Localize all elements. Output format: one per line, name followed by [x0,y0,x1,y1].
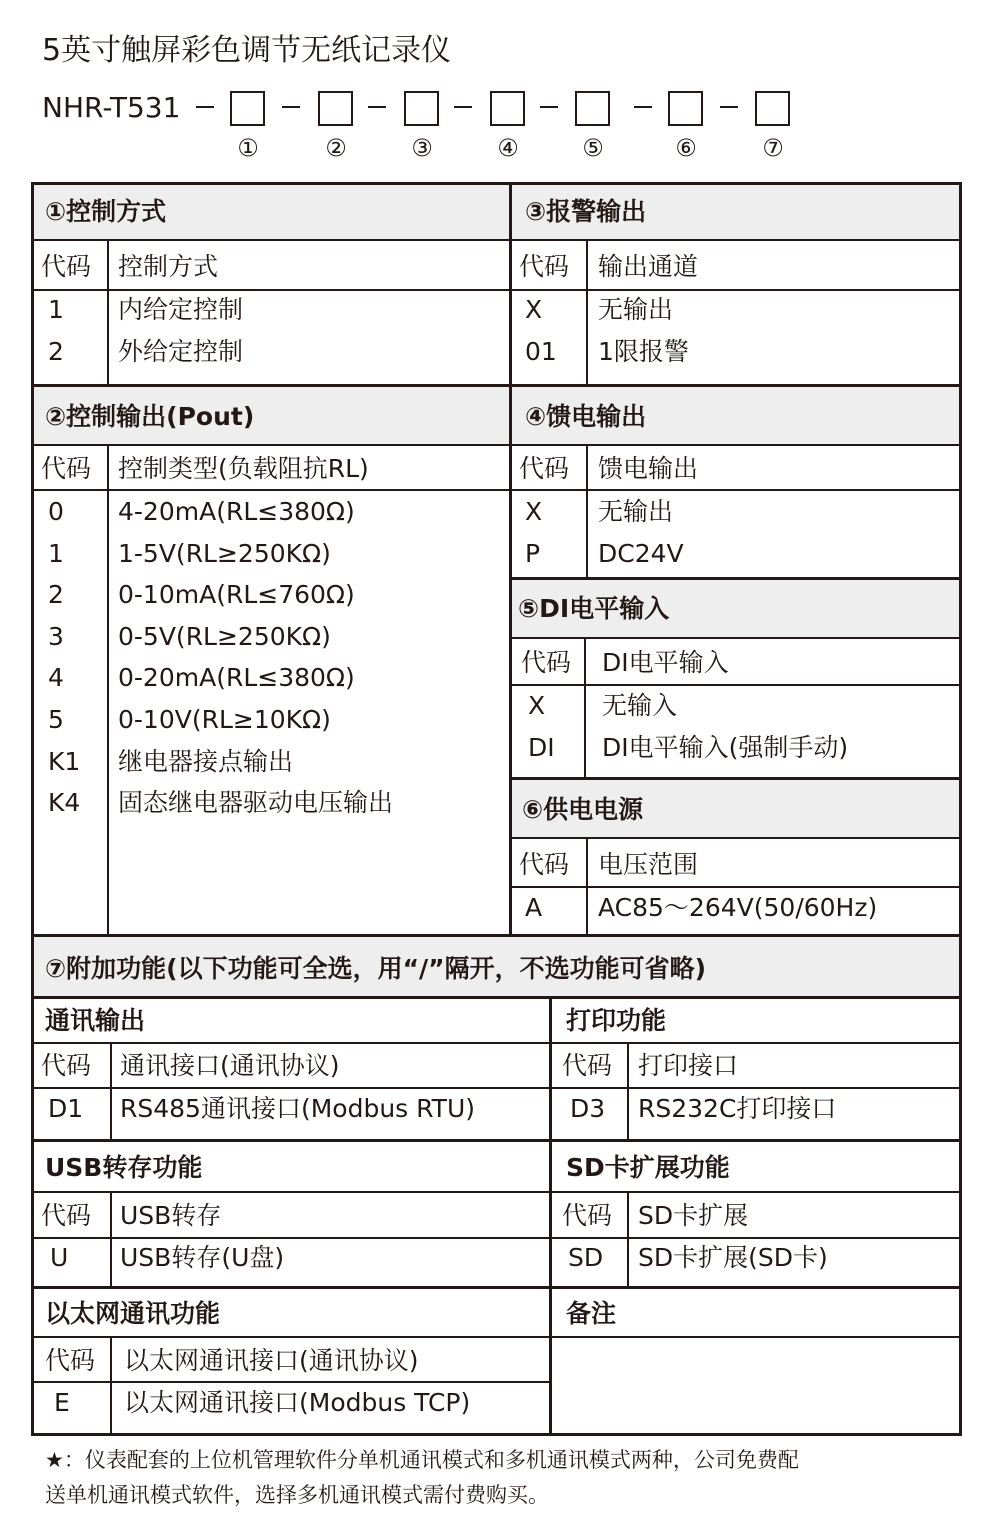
print-function-title: 打印功能 [566,1006,667,1035]
code-box-3 [404,91,439,126]
section-alarm-output-title: ③报警输出 [525,197,647,226]
model-prefix: NHR-T531 [42,91,181,124]
code-cell: K4 [48,788,81,817]
desc-cell: 1-5V(RL≥250KΩ) [118,539,331,568]
section-additional-functions-title: ⑦附加功能(以下功能可全选，用“/”隔开，不选功能可省略) [45,954,707,983]
code-box-6 [668,91,703,126]
code-cell: X [525,497,543,526]
column-header: 控制类型(负载阻抗RL) [118,454,369,483]
code-cell: D1 [48,1094,84,1123]
column-header: 通讯接口(通讯协议) [120,1051,340,1080]
section-control-output-title: ②控制输出(Pout) [45,402,255,431]
column-header-code: 代码 [519,252,570,281]
code-cell: X [528,691,546,720]
sd-function-title: SD卡扩展功能 [566,1153,730,1182]
desc-cell: 0-10V(RL≥10KΩ) [118,705,331,734]
code-cell: 2 [48,337,64,366]
code-box-1 [230,91,265,126]
position-label: ⑤ [582,134,604,162]
code-cell: 01 [525,337,557,366]
desc-cell: 无输入 [602,691,678,720]
code-cell: DI [528,733,555,762]
desc-cell: 外给定控制 [118,337,244,366]
desc-cell: 0-10mA(RL≤760Ω) [118,580,355,609]
column-header: SD卡扩展 [638,1201,749,1230]
column-header-code: 代码 [519,454,570,483]
position-label: ⑥ [675,134,697,162]
column-header-code: 代码 [41,1201,92,1230]
desc-cell: 固态继电器驱动电压输出 [118,788,394,817]
desc-cell: 以太网通讯接口(Modbus TCP) [124,1388,471,1417]
column-header: 控制方式 [118,252,219,281]
page-title: 5英寸触屏彩色调节无纸记录仪 [42,33,452,68]
remarks-title: 备注 [566,1299,617,1328]
position-label: ② [325,134,347,162]
code-cell: 4 [48,663,64,692]
code-box-7 [755,91,790,126]
desc-cell: SD卡扩展(SD卡) [638,1243,828,1272]
column-header: 电压范围 [598,850,699,879]
code-cell: K1 [48,747,81,776]
code-cell: P [525,539,541,568]
column-header-code: 代码 [41,454,92,483]
code-box-5 [575,91,610,126]
desc-cell: 继电器接点输出 [118,747,294,776]
desc-cell: 1限报警 [598,337,689,366]
ethernet-function-title: 以太网通讯功能 [45,1299,221,1328]
desc-cell: DI电平输入(强制手动) [602,733,849,762]
desc-cell: AC85～264V(50/60Hz) [598,893,878,922]
column-header: 以太网通讯接口(通讯协议) [124,1346,419,1375]
column-header-code: 代码 [519,850,570,879]
footer-note-line-1: ★：仪表配套的上位机管理软件分单机通讯模式和多机通讯模式两种，公司免费配 [45,1448,799,1472]
code-cell: SD [568,1243,604,1272]
code-box-4 [490,91,525,126]
code-cell: X [525,295,543,324]
position-label: ① [237,134,259,162]
desc-cell: 4-20mA(RL≤380Ω) [118,497,355,526]
comm-output-title: 通讯输出 [45,1006,146,1035]
column-header: 输出通道 [598,252,699,281]
code-cell: 1 [48,539,64,568]
section-di-input-title: ⑤DI电平输入 [518,594,670,623]
column-header-code: 代码 [521,648,572,677]
section-feed-output-title: ④馈电输出 [525,402,647,431]
code-cell: E [54,1388,70,1417]
section-control-mode-title: ①控制方式 [45,197,167,226]
desc-cell: 无输出 [598,497,674,526]
desc-cell: 无输出 [598,295,674,324]
column-header-code: 代码 [41,252,92,281]
code-box-2 [318,91,353,126]
code-cell: 0 [48,497,64,526]
column-header-code: 代码 [562,1051,613,1080]
column-header-code: 代码 [41,1051,92,1080]
position-label: ④ [497,134,519,162]
column-header: 打印接口 [638,1051,739,1080]
desc-cell: 内给定控制 [118,295,244,324]
position-label: ⑦ [762,134,784,162]
code-cell: 1 [48,295,64,324]
desc-cell: RS485通讯接口(Modbus RTU) [120,1094,476,1123]
usb-function-title: USB转存功能 [45,1153,203,1182]
desc-cell: USB转存(U盘) [120,1243,285,1272]
desc-cell: DC24V [598,539,684,568]
code-cell: U [50,1243,69,1272]
section-power-supply-title: ⑥供电电源 [522,795,644,824]
code-cell: A [525,893,543,922]
desc-cell: 0-5V(RL≥250KΩ) [118,622,331,651]
code-cell: D3 [570,1094,606,1123]
column-header-code: 代码 [45,1346,96,1375]
code-cell: 3 [48,622,64,651]
column-header-code: 代码 [562,1201,613,1230]
column-header: 馈电输出 [598,454,699,483]
column-header: USB转存 [120,1201,222,1230]
footer-note-line-2: 送单机通讯模式软件，选择多机通讯模式需付费购买。 [45,1483,549,1507]
code-cell: 2 [48,580,64,609]
position-label: ③ [411,134,433,162]
column-header: DI电平输入 [602,648,729,677]
desc-cell: 0-20mA(RL≤380Ω) [118,663,355,692]
desc-cell: RS232C打印接口 [638,1094,837,1123]
code-cell: 5 [48,705,64,734]
